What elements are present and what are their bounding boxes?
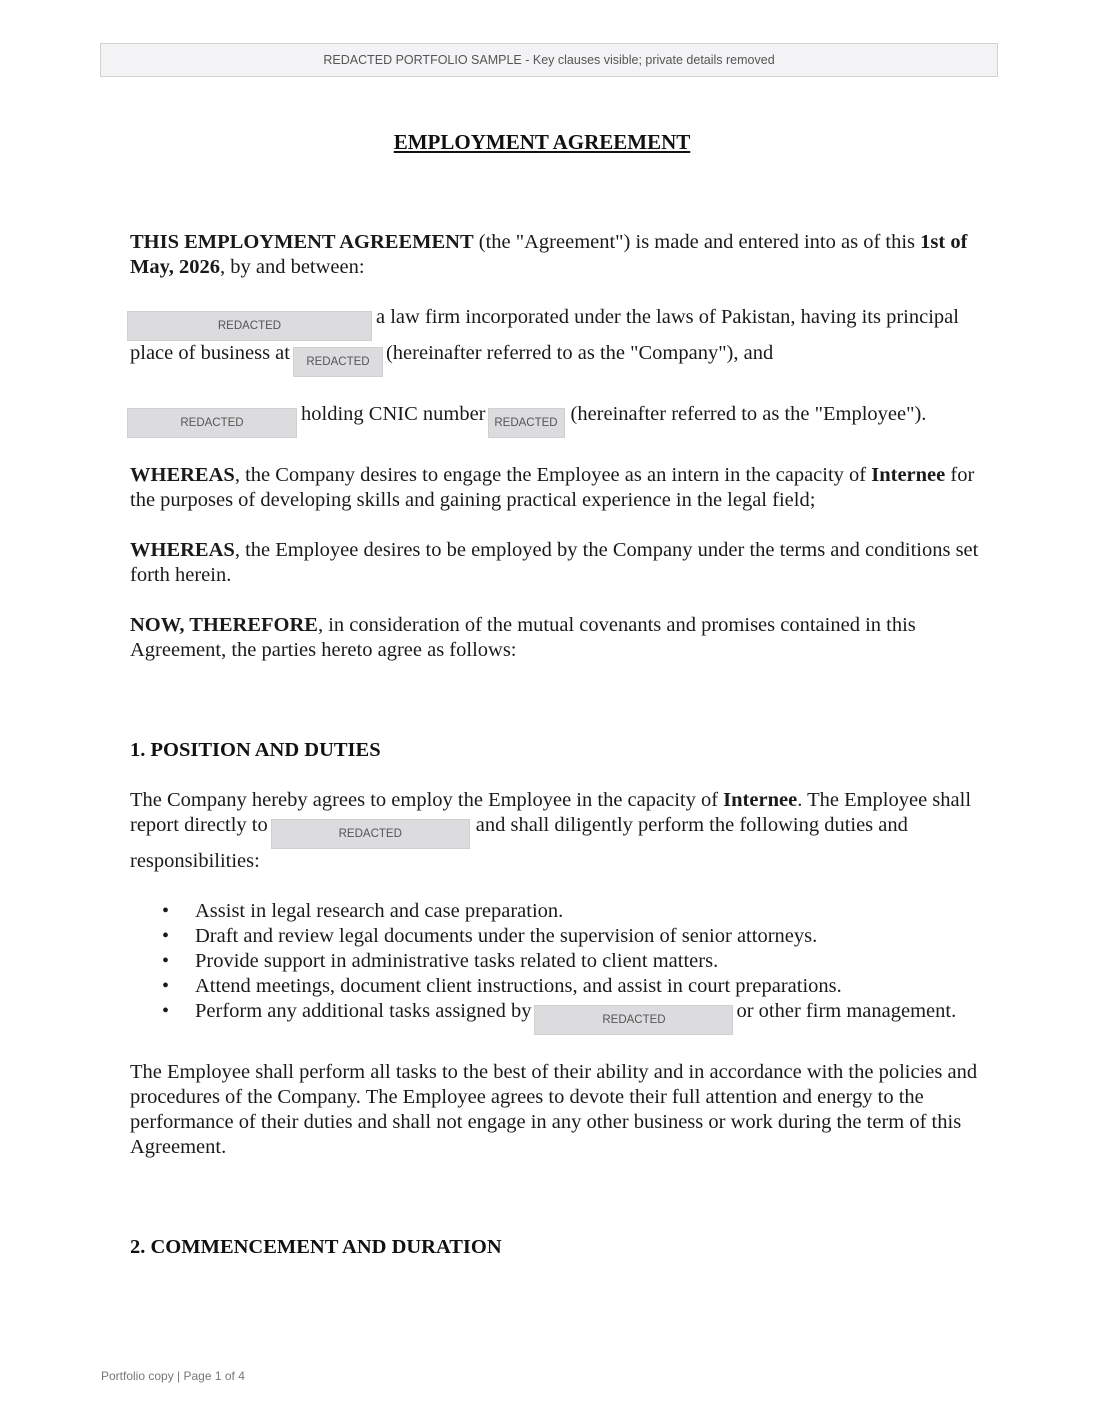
now-therefore-lead: NOW, THEREFORE [130,614,318,636]
company-party-paragraph [130,305,980,377]
employee-party-text-2: (hereinafter referred to as the "Employee"). [570,403,927,425]
redacted-company-name: REDACTED [127,311,372,341]
section-2-heading: 2. COMMENCEMENT AND DURATION [130,1236,502,1258]
duty-item [195,999,980,1035]
banner-text: REDACTED PORTFOLIO SAMPLE - Key clauses visible; private details removed [323,53,775,67]
section-1-paragraph-1 [130,788,980,874]
document-body [130,230,980,1260]
section-1-text-1: The Company hereby agrees to employ the Employee in the capacity of [130,789,724,811]
company-party-text-2: (hereinafter referred to as the "Company"), and [385,342,774,364]
whereas-1-role: Internee [871,464,946,486]
intro-text-2: , by and between: [219,256,365,278]
employee-party-paragraph [130,402,980,438]
duties-list [130,899,980,1035]
document-title: EMPLOYMENT AGREEMENT [393,130,691,154]
duty-item: • Assist in legal research and case preparation. [195,899,980,924]
whereas-2-lead: WHEREAS [130,539,235,561]
agreement-date: 1st of May, 2026 [130,231,968,278]
whereas-paragraph-1 [130,463,980,513]
duty-item: • Attend meetings, document client instructions, and assist in court preparations. [195,974,980,999]
intro-text-1: (the "Agreement") is made and entered into as of this [473,231,921,253]
duty-5-text-2: or other firm management. [736,1000,957,1022]
employee-party-text-1: holding CNIC number [301,403,486,425]
intro-bold-lead: THIS EMPLOYMENT AGREEMENT [130,231,474,253]
company-party-text-1: a law firm incorporated under the laws of Pakistan, having its principal place of business at [130,306,959,364]
section-1-paragraph-2: The Employee shall perform all tasks to the best of their ability and in accordance with the policies and procedures of the Company. The Employee agrees to devote their full attention and energy to the performance of their duties and shall not engage in any other business or work during the term of this Agreement. [130,1061,978,1158]
now-therefore-paragraph [130,613,980,663]
section-1-heading: 1. POSITION AND DUTIES [130,739,381,761]
whereas-paragraph-2 [130,538,980,588]
duty-5-text-1: Perform any additional tasks assigned by [195,1000,532,1022]
redacted-employee-name: REDACTED [127,408,297,438]
redacted-cnic-number: REDACTED [488,408,565,438]
duty-item: • Provide support in administrative tasks related to client matters. [195,949,980,974]
whereas-1-text-2: for the purposes of developing skills and gaining practical experience in the legal field; [130,464,975,511]
redaction-banner [100,43,998,77]
intro-paragraph [130,230,980,280]
section-1-text-3: and shall diligently perform the following duties and responsibilities: [130,814,908,872]
whereas-1-lead: WHEREAS [130,464,235,486]
redacted-company-address: REDACTED [293,347,383,377]
page-footer: Portfolio copy | Page 1 of 4 [101,1369,245,1383]
section-1-text-2: . The Employee shall report directly to [130,789,972,836]
duty-item: • Draft and review legal documents under the supervision of senior attorneys. [195,924,980,949]
whereas-2-text: , the Employee desires to be employed by the Company under the terms and conditions set forth herein. [130,539,979,586]
redacted-supervisor-name: REDACTED [271,819,470,849]
section-1-role: Internee [723,789,798,811]
now-therefore-text: , in consideration of the mutual covenants and promises contained in this Agreement, the parties hereto agree as follows: [130,614,916,661]
whereas-1-text-1: , the Company desires to engage the Employee as an intern in the capacity of [234,464,872,486]
redacted-assigner-name: REDACTED [534,1005,733,1035]
